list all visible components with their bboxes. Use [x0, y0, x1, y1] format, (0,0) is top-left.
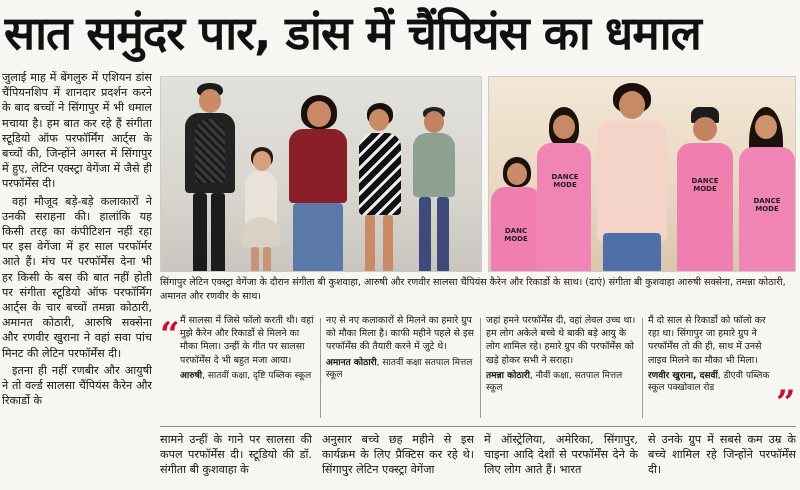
- quote-author: अमानत कोठारी, सातवीं कक्षा सतपाल मित्तल स्कूल: [326, 357, 473, 380]
- paragraph-3: इतना ही नहीं रणबीर और आयुषी ने तो वर्ल्ड सालसा चैंपियंस कैरेन और रिकार्डो के: [2, 363, 152, 408]
- person-figure: [239, 147, 283, 272]
- headline: सात समुंदर पार, डांस में चैंपियंस का धमाल: [4, 6, 701, 60]
- person-figure: [675, 107, 735, 272]
- person-figure: [533, 107, 595, 272]
- open-quote-icon: “: [160, 315, 180, 355]
- person-figure: [351, 103, 409, 272]
- photo-caption: सिंगापुर लेटिन एक्स्ट्रा वेगेंजा के दौरान संगीता बी कुशवाहा, आरुषी और रणवीर सालसा चैंपियंस कैरेन और रिकार्डो के साथ। (दाएं) संगीता बी कुशवाहा आरुषी सक्सेना, तमन्ना कोठारी, अमानत और रणवीर के साथ।: [160, 277, 786, 302]
- bottom-column-2: अनुसार बच्चे छह महीने से इस कार्यक्रम के लिए प्रैक्टिस कर रहे थे। सिंगापुर लेटिन एक्स्ट्रा वेगेंजा: [322, 433, 474, 477]
- paragraph-2: वहां मौजूद बड़े-बड़े कलाकारों ने उनकी सराहना की। हालांकि यह किसी तरह का कंपीटिशन नहीं रहा पर इस वेगेंजा में हर साल परफॉर्मर आते हैं। मंच पर परफॉर्मेंस देना भी हर किसी के बस की बात नहीं होती पर संगीता स्टूडियो ऑफ परफॉर्मिंग आर्ट्स के चार बच्चों तमन्ना कोठारी, अमानत कोठारी, आरुषि सक्सेना और रणवीर खुराना ने वहां सवा पांच मिनट की लेटिन परफॉर्मेंस दी।: [2, 194, 152, 360]
- divider: [160, 426, 796, 427]
- quote-author: रणवीर खुराना, दसवीं, डीएवी पब्लिक स्कूल पक्खोवाल रोड: [648, 370, 770, 393]
- quote-ranveer: [648, 314, 774, 422]
- photo-group-dance-mode: [488, 76, 796, 272]
- quote-tamanna: [486, 314, 636, 422]
- quote-text: मैं सालसा में जिसे फॉलो करती थी। वहां मुझे कैरेन और रिकार्डो से मिलने का मौका मिला। उन्हीं के गीत पर सालसा परफॉर्मेंस दे भी बहुत मजा आया।: [180, 315, 314, 366]
- divider: [320, 318, 321, 418]
- quote-author: आरुषी, सातवीं कक्षा, दृष्टि पब्लिक स्कूल: [180, 370, 312, 381]
- person-figure: [735, 107, 796, 272]
- quotes-strip: [160, 314, 796, 422]
- quote-amanat: [326, 314, 474, 422]
- bottom-column-4: से उनके ग्रुप में सबसे कम उम्र के बच्चे शामिल रहे जिन्होंने परफॉर्मेंस दी।: [648, 433, 796, 477]
- person-figure: [593, 83, 671, 272]
- left-article-column: [2, 70, 152, 488]
- quote-aarushi: [180, 314, 314, 422]
- close-quote-icon: ”: [776, 383, 796, 423]
- divider: [642, 318, 643, 418]
- person-figure: [285, 95, 351, 272]
- bottom-column-1: सामने उन्हीं के गाने पर सालसा की कपल परफॉर्मेंस दी। स्टूडियो की डॉ. संगीता बी कुशवाहा के: [160, 433, 312, 477]
- paragraph-1: जुलाई माह में बेंगलुरु में एशियन डांस चैंपियनशिप में शानदार प्रदर्शन करने के बाद बच्चों ने सिंगापुर में भी धमाल मचाया है। हम बात कर रहे हैं संगीता स्टूडियो ऑफ परफॉर्मिंग आर्ट्स के बच्चों की, जिन्होंने अगस्त में सिंगापुर में हुए, लेटिन एक्स्ट्रा वेगेंजा में जैसे ही परफॉर्मेंस दी।: [2, 71, 152, 191]
- shirt-text: DANCE MODE: [753, 197, 781, 213]
- quote-text: जहां हमने परफॉर्मेंस दी, वहां लेवल उच्च था। हम लोग अकेले बच्चे थे बाकी बड़े आयु के लोग शामिल रहे। हमारे ग्रुप की परफॉर्मेंस को खड़े होकर सभी ने सराहा।: [486, 315, 636, 366]
- person-figure: [179, 83, 239, 272]
- quote-text: मैं दो साल से रिकार्डो को फॉलो कर रहा था। सिंगापुर जा हमारे ग्रुप ने परफॉर्मेंस तो की ही, साथ में उनसे लाइव मिलने का मौका भी मिला।: [648, 315, 766, 366]
- shirt-text: DANC MODE: [504, 227, 528, 243]
- bottom-column-3: में ऑस्ट्रेलिया, अमेरिका, सिंगापुर, चाइना आदि देशों से परफॉर्मेंस देने के लिए लोग आते हैं। भारत: [484, 433, 638, 477]
- shirt-text: DANCE MODE: [691, 177, 719, 193]
- divider: [480, 318, 481, 418]
- person-figure: [409, 107, 459, 272]
- photo-dancers-with-champions: [160, 76, 482, 272]
- quote-text: नए से नए कलाकारों से मिलने का हमारे ग्रुप को मौका मिला है। काफी महीने पहले से इस परफॉर्मेंस की तैयारी करने में जुटे थे।: [326, 315, 474, 353]
- shirt-text: DANCE MODE: [551, 173, 579, 189]
- quote-author: तमन्ना कोठारी, नौवीं कक्षा, सतपाल मित्तल स्कूल: [486, 370, 623, 393]
